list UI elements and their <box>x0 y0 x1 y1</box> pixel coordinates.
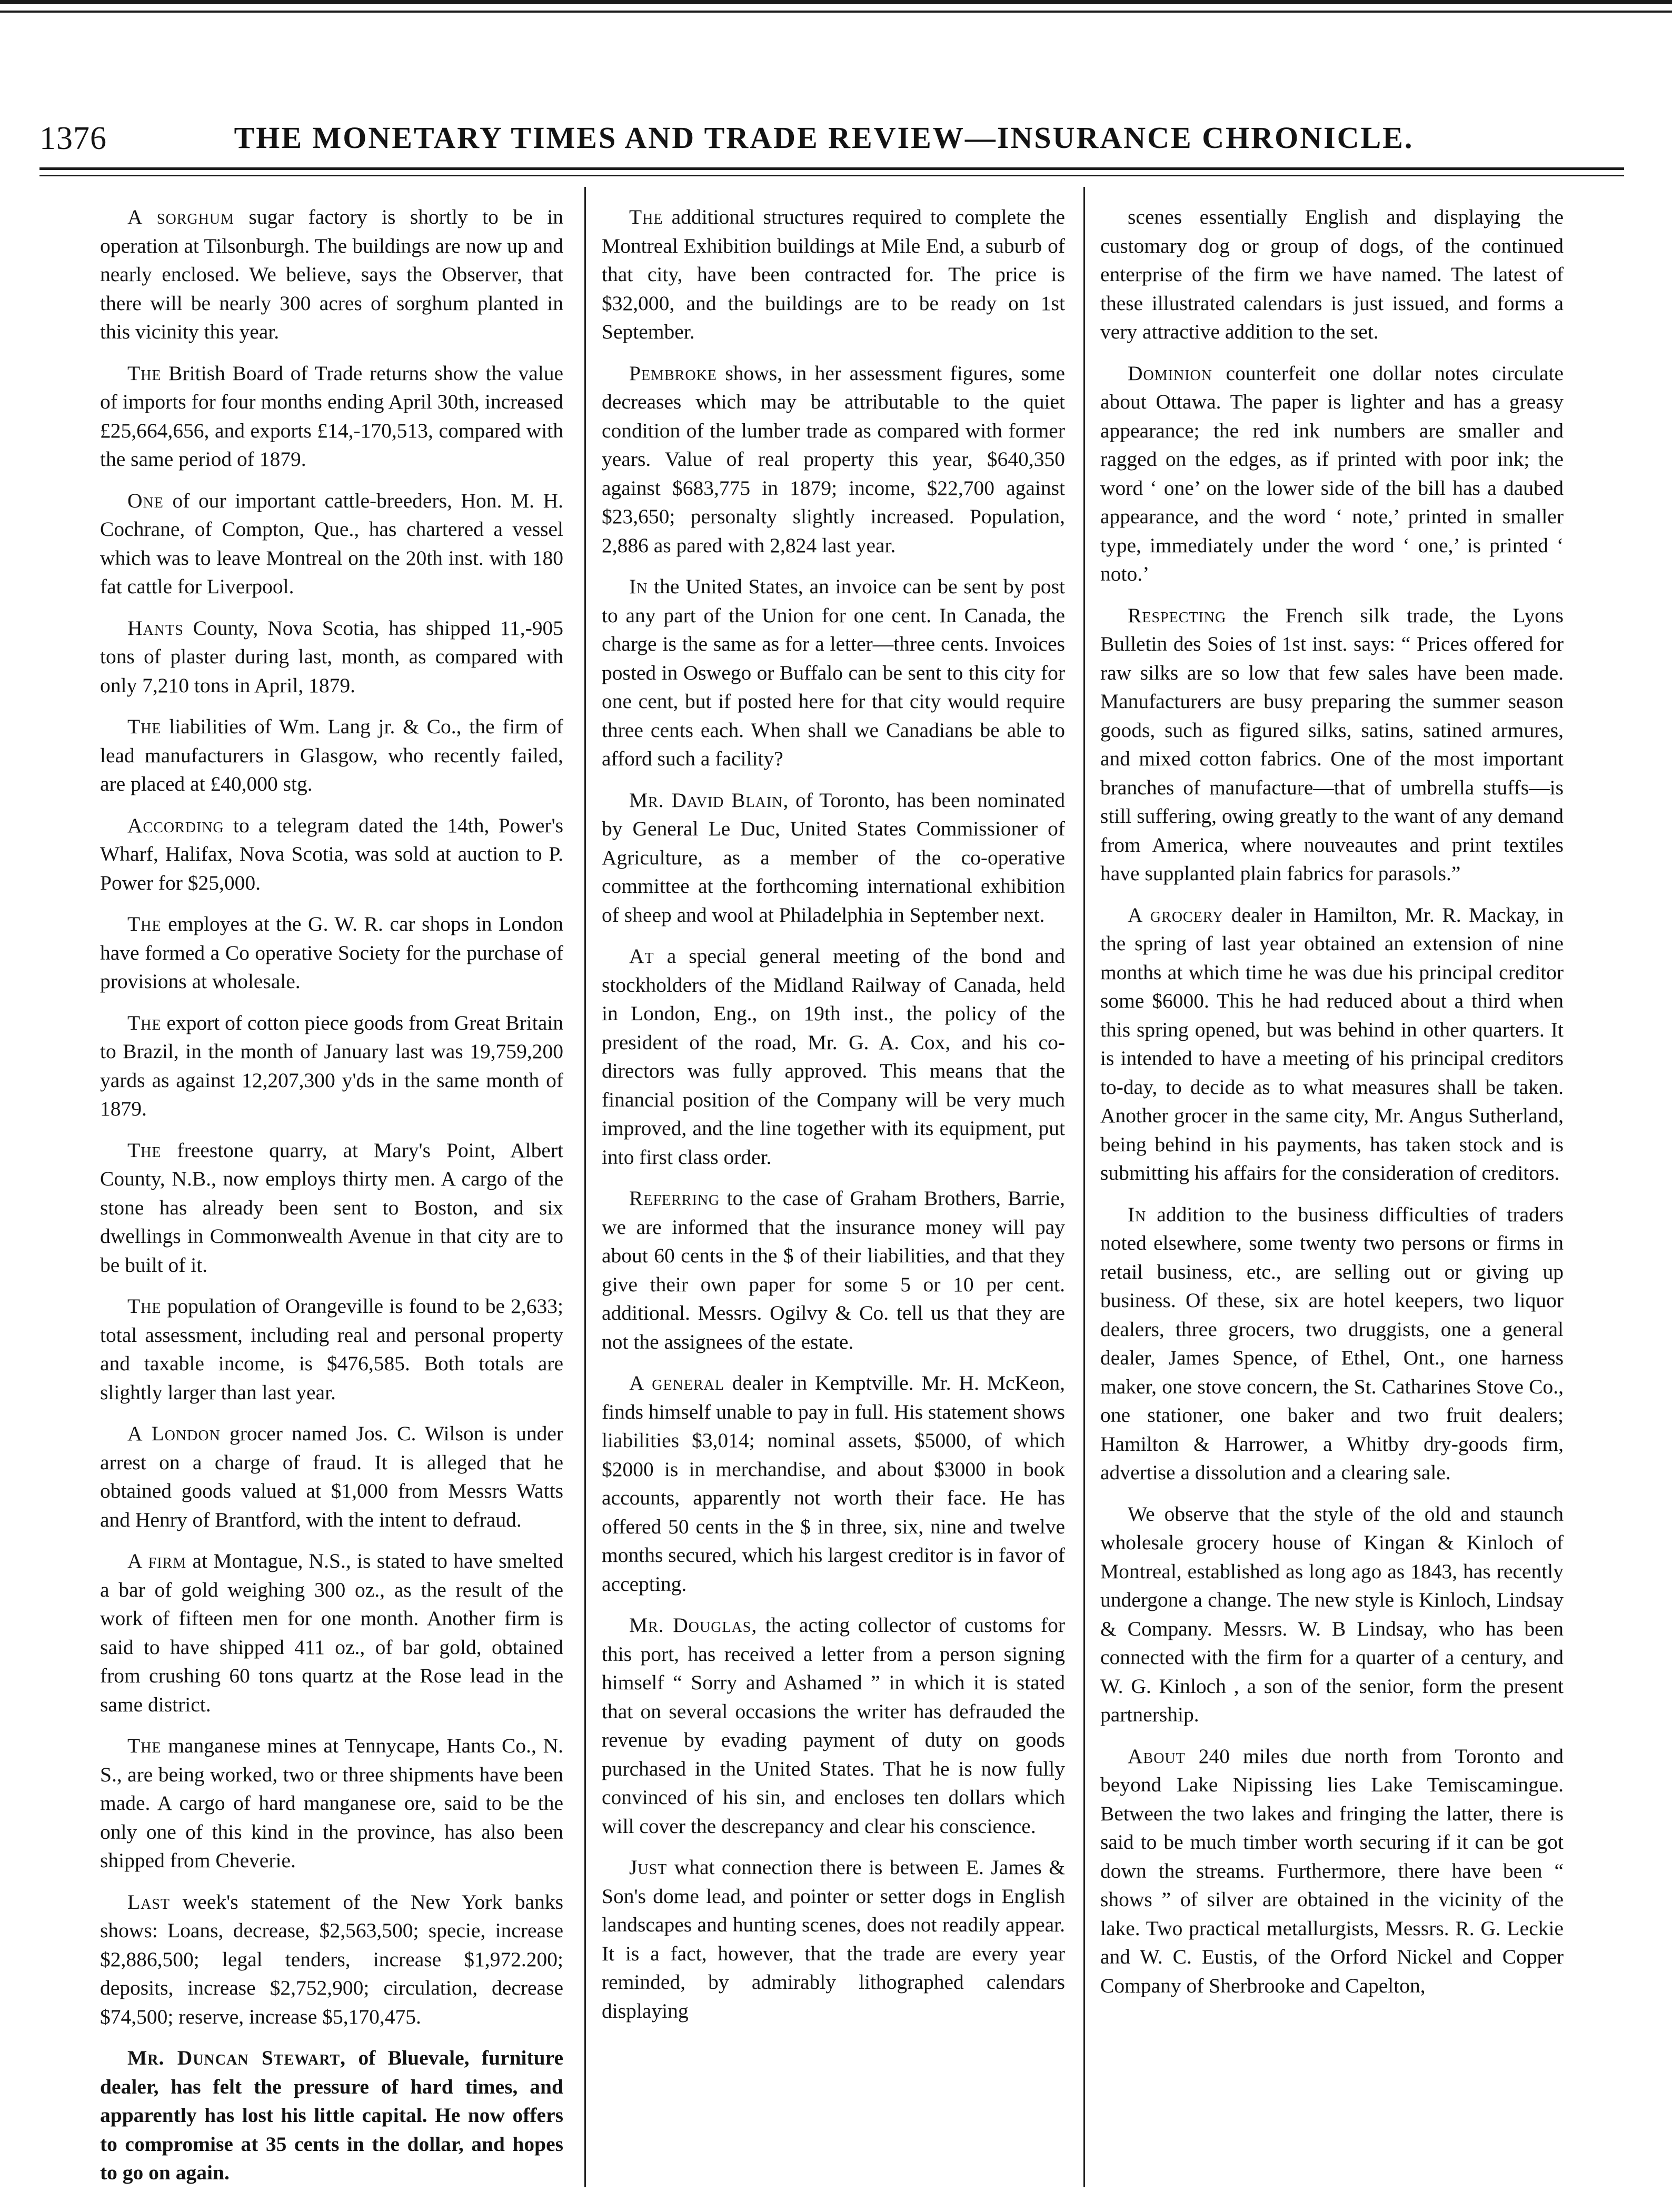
news-item-lead: According <box>127 813 224 837</box>
top-border-rule-thin <box>0 11 1672 13</box>
news-item-lead: One <box>127 489 164 512</box>
news-item-lead: Mr. Douglas, <box>629 1613 758 1637</box>
news-item-text: of our important cattle-breeders, Hon. M. H. Cochrane, of Compton, Que., has chartered a vessel which was to leave Montreal on the 20th inst. with 180 fat cattle for Liverpool. <box>100 489 563 598</box>
news-item-lead: The <box>127 361 162 385</box>
news-item-text: what connection there is between E. James & Son's dome lead, and pointer or setter dogs in English landscapes and hunting scenes, does not readily appear. It is a fact, however, that the trade are every year reminded, by admirably lithographed calendars displaying <box>602 1856 1065 2022</box>
news-item-lead: Last <box>127 1890 171 1914</box>
news-item <box>100 1292 563 1407</box>
news-item-lead: A sorghum <box>127 205 234 228</box>
news-item <box>100 203 563 346</box>
news-item-text: employes at the G. W. R. car shops in London have formed a Co operative Society for the purchase of provisions at wholesale. <box>100 912 563 993</box>
news-item <box>100 2044 563 2187</box>
news-item <box>100 712 563 799</box>
news-item <box>100 1136 563 1280</box>
news-item-lead: Mr. David Blain, <box>629 788 789 812</box>
news-item-lead: Respecting <box>1128 603 1227 627</box>
news-item <box>1100 359 1564 589</box>
news-item <box>100 910 563 996</box>
news-item-text: the acting collector of customs for this port, has received a letter from a person signing himself “ Sorry and Ashamed ” in which it is stated that on several occasions the writer has defrauded the revenue by evading payment of duty on goods purchased in the United States. That he is now fully convinced of his sin, and encloses ten dollars which will cover the descrepancy and clear his conscience. <box>602 1613 1065 1838</box>
news-item <box>100 1731 563 1875</box>
news-item <box>100 1419 563 1534</box>
news-item-lead: The <box>127 1734 162 1757</box>
news-item-lead: In <box>629 575 648 598</box>
news-item-lead: Pembroke <box>629 361 717 385</box>
news-item-text: We observe that the style of the old and staunch wholesale grocery house of Kingan & Kinloch of Montreal, established as long ago as 1843, has recently undergone a change. The new style is Kinloch, Lindsay & Company. Messrs. W. B Lindsay, who has been connected with the firm for a quarter of a century, and W. G. Kinloch , a son of the senior, form the present partnership. <box>1100 1502 1564 1726</box>
news-item-text: British Board of Trade returns show the value of imports for four months ending April 30th, increased £25,664,656, and exports £14,-170,513, compared with the same period of 1879. <box>100 361 563 471</box>
news-item-text: of Toronto, has been nominated by General Le Duc, United States Commissioner of Agriculture, as a member of the co-operative committee at the forthcoming international exhibition of sheep and wool at Philadelphia in September next. <box>602 788 1065 926</box>
news-item-text: sugar factory is shortly to be in operation at Tilsonburgh. The buildings are now up and nearly enclosed. We believe, says the Observer, that there will be nearly 300 acres of sorghum planted in this vicinity this year. <box>100 205 563 343</box>
news-item-text: 240 miles due north from Toronto and beyond Lake Nipissing lies Lake Temiscamingue. Between the two lakes and fringing the latter, there is said to be much timber worth securing if it can be got down the streams. Furthermore, there have been “ shows ” of silver are obtained in the vicinity of the lake. Two practical metallurgists, Messrs. R. G. Leckie and W. C. Eustis, of the Orford Nickel and Copper Company of Sherbrooke and Capelton, <box>1100 1744 1564 1997</box>
news-item-text: dealer in Hamilton, Mr. R. Mackay, in the spring of last year obtained an extension of nine months at which time he was due his principal creditor some $6000. This he had reduced about a third when this spring opened, but was behind in other quarters. It is intended to have a meeting of his principal creditors to-day, to decide as to what measures shall be taken. Another grocer in the same city, Mr. Angus Sutherland, being behind in his payments, has taken stock and is submitting his affairs for the consideration of creditors. <box>1100 903 1564 1184</box>
news-item-lead: A London <box>127 1422 221 1445</box>
news-item-lead: Dominion <box>1128 361 1212 385</box>
news-item-lead: A grocery <box>1128 903 1224 926</box>
news-item <box>1100 1200 1564 1487</box>
news-item-lead: About <box>1128 1744 1186 1768</box>
news-item <box>100 1888 563 2031</box>
article-column-1 <box>100 203 563 2198</box>
header-rule-thin <box>39 175 1624 176</box>
news-item <box>100 359 563 474</box>
news-item-text: scenes essentially English and displaying the customary dog or group of dogs, of the continued enterprise of the firm we have named. The latest of these illustrated calendars is just issued, and forms a very attractive addition to the set. <box>1100 205 1564 343</box>
news-item-text: dealer in Kemptville. Mr. H. McKeon, finds himself unable to pay in full. His statement shows liabilities $3,014; nominal assets, $5000, of which $2000 is in merchandise, and about $3000 in book accounts, apparently not worth their face. He has offered 50 cents in the $ in three, six, nine and twelve months secured, which his largest creditor is in favor of accepting. <box>602 1371 1065 1596</box>
column-divider <box>1083 187 1085 2187</box>
article-column-3 <box>1100 203 1564 2198</box>
news-item-text: shows, in her assessment figures, some decreases which may be attributable to the quiet condition of the lumber trade as compared with former years. Value of real property this year, $640,350 against $683,775 in 1879; income, $22,700 against $23,650; personalty slightly increased. Population, 2,886 as pared with 2,824 last year. <box>602 361 1065 557</box>
news-item-text: the French silk trade, the Lyons Bulletin des Soies of 1st inst. says: “ Prices offered for raw silks are so low that few sales have been made. Manufacturers are busy preparing the summer season goods, such as figured silks, satins, satined armures, and mixed cotton fabrics. One of the most important branches of manufacture—that of umbrella stuffs—is still suffering, owing greatly to the want of any demand from America, where nouveautes and print textiles have supplanted plain fabrics for parasols.” <box>1100 603 1564 885</box>
news-item-text: freestone quarry, at Mary's Point, Albert County, N.B., now employs thirty men. A cargo of the stone has already been sent to Boston, and six dwellings in Commonwealth Avenue in that city are to be built of it. <box>100 1138 563 1277</box>
news-item <box>1100 601 1564 888</box>
news-item-text: addition to the business difficulties of traders noted elsewhere, some twenty two persons or firms in retail business, etc., are selling out or giving up business. Of these, six are hotel keepers, two liquor dealers, three grocers, two druggists, one a general dealer, James Spence, of Ethel, Ont., one harness maker, one stove concern, the St. Catharines Stove Co., one stationer, one baker and two fruit dealers; Hamilton & Harrower, a Whitby dry-goods firm, advertise a dissolution and a clearing sale. <box>1100 1202 1564 1484</box>
news-item <box>602 786 1065 930</box>
news-item-lead: A firm <box>127 1549 187 1572</box>
page-number: 1376 <box>39 121 107 156</box>
news-item-lead: In <box>1128 1202 1147 1226</box>
news-item <box>1100 1742 1564 2000</box>
news-item-text: liabilities of Wm. Lang jr. & Co., the firm of lead manufacturers in Glasgow, who recently failed, are placed at £40,000 stg. <box>100 715 563 795</box>
news-item-lead: The <box>127 1011 162 1034</box>
news-item-text: grocer named Jos. C. Wilson is under arrest on a charge of fraud. It is alleged that he obtained goods valued at $1,000 from Messrs Watts and Henry of Brantford, with the intent to defraud. <box>100 1422 563 1531</box>
news-item <box>100 1547 563 1719</box>
news-item-text: a special general meeting of the bond and stockholders of the Midland Railway of Canada, held in London, Eng., on 19th inst., the policy of the president of the road, Mr. G. A. Cox, and his co-directors was fully approved. This means that the financial position of the Company will be very much improved, and the line together with its equipment, put into first class order. <box>602 944 1065 1169</box>
news-item-text: at Montague, N.S., is stated to have smelted a bar of gold weighing 300 oz., as the result of the work of fifteen men for one month. Another firm is said to have shipped 411 oz., of bar gold, obtained from crushing 60 tons quartz at the Rose lead in the same district. <box>100 1549 563 1716</box>
news-item <box>602 1369 1065 1598</box>
news-item-text: counterfeit one dollar notes circulate about Ottawa. The paper is lighter and has a greasy appearance; the red ink numbers are smaller and ragged on the edges, as if printed with poor ink; the word ‘ one’ on the lower side of the bill has a daubed appearance, and the word ‘ note,’ printed in smaller type, immediately under the word ‘ one,’ is printed ‘ noto.’ <box>1100 361 1564 585</box>
news-item <box>1100 1500 1564 1729</box>
news-item <box>100 486 563 601</box>
news-item <box>602 1853 1065 2025</box>
news-item-lead: At <box>629 944 654 968</box>
news-item <box>602 942 1065 1171</box>
news-item <box>1100 203 1564 346</box>
news-item <box>602 572 1065 773</box>
news-item-text: the United States, an invoice can be sent by post to any part of the Union for one cent. In Canada, the charge is the same as for a letter—three cents. Invoices posted in Oswego or Buffalo can be sent to this city for one cent, but if posted here for that city would require three cents each. When shall we Canadians be able to afford such a facility? <box>602 575 1065 770</box>
news-item-lead: A general <box>629 1371 724 1394</box>
news-item <box>100 1009 563 1123</box>
news-item-lead: Just <box>629 1856 668 1879</box>
news-item-lead: The <box>127 1294 162 1318</box>
news-item-text: population of Orangeville is found to be 2,633; total assessment, including real and personal property and taxable income, is $476,585. Both totals are slightly larger than last year. <box>100 1294 563 1404</box>
news-item-text: to the case of Graham Brothers, Barrie, we are informed that the insurance money will pay about 60 cents in the $ of their liabilities, and that they give their own paper for some 5 or 10 per cent. additional. Messrs. Ogilvy & Co. tell us that they are not the assignees of the estate. <box>602 1187 1065 1353</box>
news-item <box>602 1611 1065 1840</box>
news-item-lead: Mr. Duncan Stewart, <box>127 2046 346 2069</box>
page-header <box>39 117 1624 164</box>
news-item-text: additional structures required to complete the Montreal Exhibition buildings at Mile End, a suburb of that city, have been contracted for. The price is $32,000, and the buildings are to be ready on 1st September. <box>602 205 1065 343</box>
news-item-lead: The <box>127 715 162 738</box>
news-item-text: week's statement of the New York banks shows: Loans, decrease, $2,563,500; specie, increase $2,886,500; legal tenders, increase $1,972.200; deposits, increase $2,752,900; circulation, decrease $74,500; reserve, increase $5,170,475. <box>100 1890 563 2028</box>
news-item <box>602 1184 1065 1356</box>
news-item-lead: The <box>127 912 162 935</box>
masthead-title: THE MONETARY TIMES AND TRADE REVIEW—INSURANCE CHRONICLE. <box>234 121 1414 155</box>
news-item <box>602 203 1065 346</box>
header-rule <box>39 167 1624 170</box>
news-item-text: export of cotton piece goods from Great Britain to Brazil, in the month of January last was 19,759,200 yards as against 12,207,300 y'ds in the same month of 1879. <box>100 1011 563 1120</box>
news-item-lead: Referring <box>629 1187 720 1210</box>
news-item <box>100 811 563 898</box>
news-item-lead: The <box>127 1138 162 1162</box>
news-item-lead: The <box>629 205 663 228</box>
top-border-rule <box>0 0 1672 4</box>
news-item-text: manganese mines at Tennycape, Hants Co., N. S., are being worked, two or three shipments have been made. A cargo of hard manganese ore, said to be the only one of this kind in the province, has also been shipped from Cheverie. <box>100 1734 563 1872</box>
column-divider <box>584 187 586 2187</box>
news-item-text: of Bluevale, furniture dealer, has felt the pressure of hard times, and apparently has lost his little capital. He now offers to compromise at 35 cents in the dollar, and hopes to go on again. <box>100 2046 563 2184</box>
news-item <box>1100 901 1564 1188</box>
news-item <box>602 359 1065 560</box>
news-item-lead: Hants <box>127 616 184 640</box>
news-item-text: County, Nova Scotia, has shipped 11,-905 tons of plaster during last, month, as compared with only 7,210 tons in April, 1879. <box>100 616 563 697</box>
article-column-2 <box>602 203 1065 2198</box>
news-item-text: to a telegram dated the 14th, Power's Wharf, Halifax, Nova Scotia, was sold at auction to P. Power for $25,000. <box>100 813 563 894</box>
news-item <box>100 614 563 700</box>
